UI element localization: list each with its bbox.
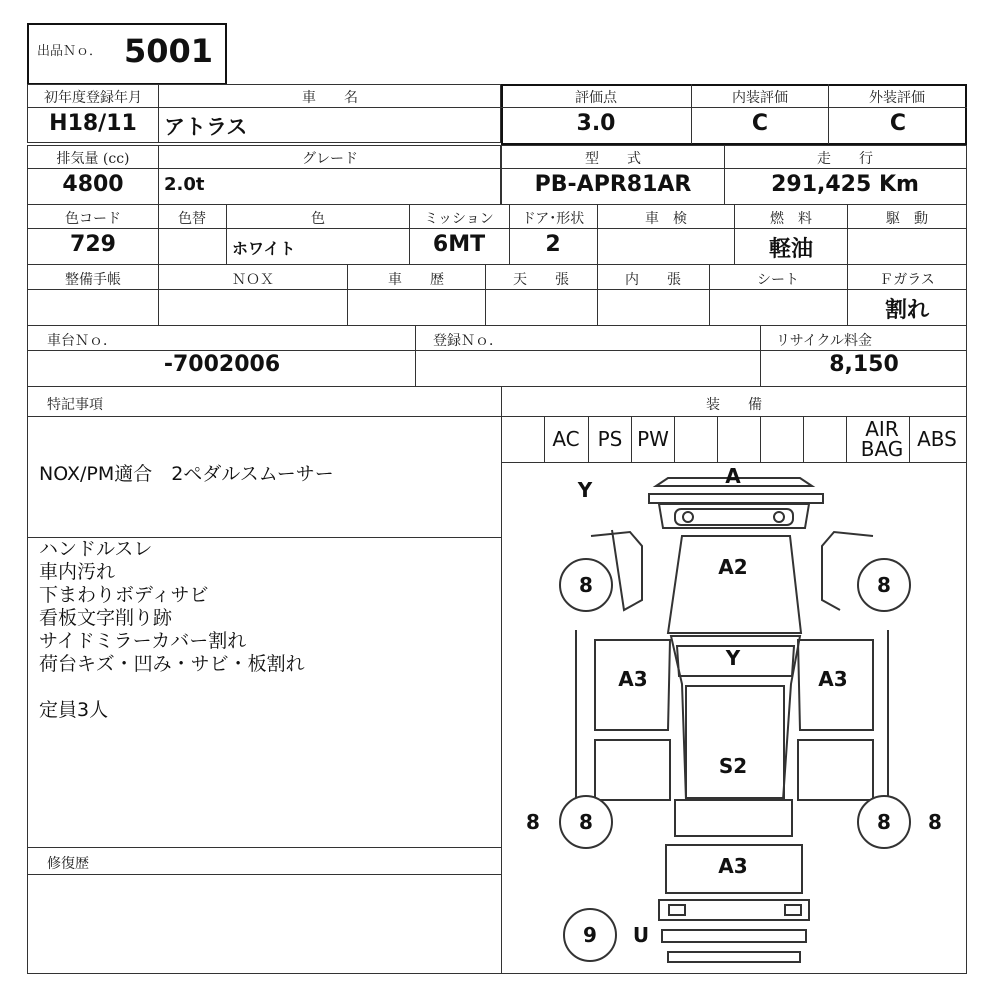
interior-value: C — [751, 111, 769, 136]
equipment-item-airbag: AIR BAG — [860, 417, 904, 461]
car-name-label: 車 名 — [302, 90, 358, 106]
truck-diagram — [501, 462, 967, 974]
first-reg-label: 初年度登録年月 — [44, 90, 142, 106]
seat-label: シート — [757, 272, 799, 288]
notes-line: サイドミラーカバー割れ — [39, 630, 247, 652]
equipment-item-ps: PS — [597, 427, 623, 451]
chassis-label: 車台Ｎｏ． — [47, 333, 117, 349]
mileage-label: 走 行 — [817, 151, 873, 167]
repair-label: 修復歴 — [47, 856, 89, 872]
mark-rear: A3 — [718, 854, 748, 878]
mark-tire-fl: 8 — [579, 573, 593, 597]
exterior-value: C — [889, 111, 907, 136]
color-code-value: 729 — [70, 232, 116, 257]
mission-label: ミッション — [424, 211, 494, 227]
score-label: 評価点 — [575, 90, 617, 106]
mark-tire-rl: 8 — [579, 810, 593, 834]
equipment-item-pw: PW — [637, 427, 669, 451]
color-code-label: 色コード — [65, 211, 121, 227]
model-label: 型 式 — [585, 151, 641, 167]
drive-label: 駆 動 — [886, 211, 928, 227]
service-label: 整備手帳 — [65, 272, 121, 288]
mark-tire-rr: 8 — [877, 810, 891, 834]
mark-roof-y: Y — [725, 646, 741, 670]
displacement-label: 排気量 (cc) — [56, 151, 130, 167]
notes-line: 看板文字削り跡 — [39, 607, 173, 629]
notes-label: 特記事項 — [47, 397, 103, 413]
exterior-label: 外装評価 — [869, 90, 925, 106]
repaint-label: 色替 — [178, 211, 206, 227]
mark-door-right: A3 — [818, 667, 848, 691]
notes-line: 定員3人 — [39, 699, 109, 721]
grade-cell — [158, 168, 501, 205]
inspection-label: 車 検 — [645, 211, 687, 227]
lot-number: 5001 — [124, 32, 214, 70]
repair-cell — [27, 874, 502, 974]
fuel-label: 燃 料 — [770, 211, 812, 227]
mark-spare: 9 — [583, 923, 597, 947]
reg-label: 登録Ｎｏ． — [433, 333, 503, 349]
mark-hood: A2 — [718, 555, 748, 579]
mark-cabin: S2 — [718, 754, 748, 778]
mark-bumper: A — [725, 464, 741, 488]
mission-value: 6MT — [432, 232, 486, 257]
notes-line: 荷台キズ・凹み・サビ・板割れ — [39, 653, 305, 675]
notes-line: 下まわりボディサビ — [39, 584, 209, 606]
color-value: ホワイト — [232, 239, 296, 258]
mark-tire-fr: 8 — [877, 573, 891, 597]
equipment-label: 装 備 — [706, 397, 762, 413]
mark-front-y: Y — [577, 478, 593, 502]
recycle-label: リサイクル料金 — [776, 333, 873, 349]
lot-label: 出品Ｎｏ． — [37, 44, 103, 59]
notes-line: 車内汚れ — [39, 561, 116, 583]
roof-label: 天 張 — [513, 272, 569, 288]
interior-label: 内装評価 — [732, 90, 788, 106]
car-name-value: アトラス — [164, 115, 248, 139]
door-label: ドア･形状 — [521, 211, 585, 227]
mark-door-left: A3 — [618, 667, 648, 691]
history-label: 車 歴 — [388, 272, 444, 288]
grade-label: グレード — [302, 151, 358, 167]
displacement-value: 4800 — [62, 172, 124, 197]
notes-top: NOX/PM適合 2ペダルスムーサー — [39, 463, 334, 485]
first-reg-value: H18/11 — [49, 111, 137, 136]
fglass-label: Ｆガラス — [879, 272, 935, 288]
recycle-value: 8,150 — [829, 352, 899, 377]
equipment-item-ac: AC — [552, 427, 580, 451]
grade-value: 2.0t — [164, 174, 205, 195]
interior-trim-label: 内 張 — [625, 272, 681, 288]
mileage-value: 291,425 Km — [771, 172, 919, 197]
model-value: PB-APR81AR — [534, 172, 692, 197]
color-label: 色 — [311, 211, 325, 227]
fglass-value: 割れ — [884, 298, 930, 323]
mark-tire-rl-outer: 8 — [526, 810, 540, 834]
nox-label: ＮＯＸ — [232, 272, 274, 288]
fuel-value: 軽油 — [768, 237, 814, 262]
score-value: 3.0 — [576, 111, 616, 136]
notes-line: ハンドルスレ — [39, 538, 153, 560]
mark-tire-rr-outer: 8 — [928, 810, 942, 834]
equipment-item-abs: ABS — [917, 427, 957, 451]
door-value: 2 — [545, 232, 561, 257]
chassis-value: -7002006 — [163, 352, 281, 377]
mark-under: U — [632, 923, 650, 947]
